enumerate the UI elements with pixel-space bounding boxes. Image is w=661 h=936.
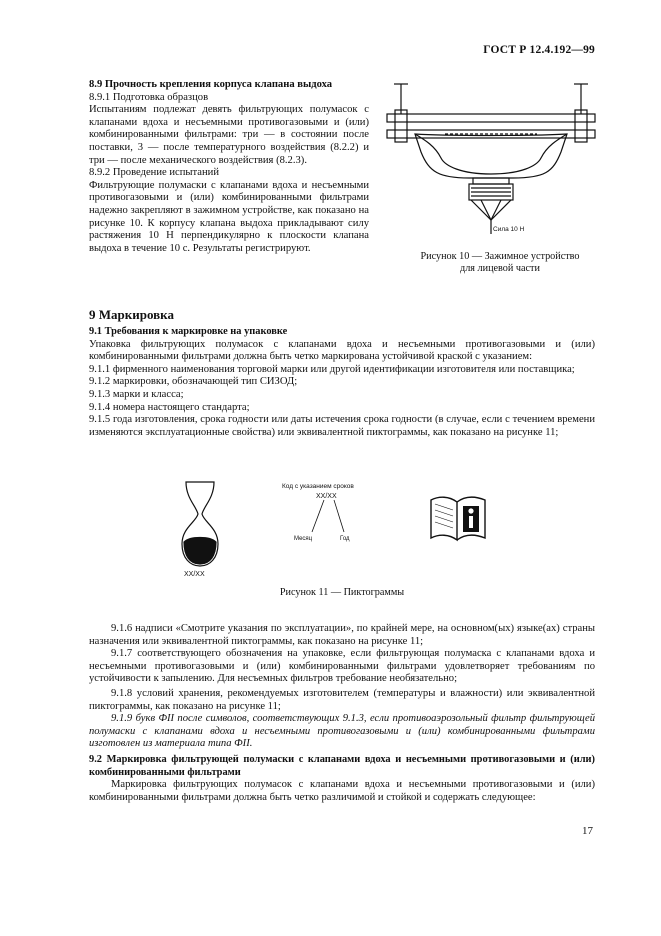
- section-8-9: [89, 79, 369, 255]
- hourglass-pictogram: [170, 478, 230, 578]
- figure-11-caption: Рисунок 11 — Пиктограммы: [279, 587, 405, 598]
- item-9-1-4: 9.1.4 номера настоящего стандарта;: [89, 401, 250, 413]
- figure-10-caption-line2: для лицевой части: [460, 263, 540, 275]
- item-9-1-1: 9.1.1 фирменного наименования торговой марки или другой идентификации изготовителя или поставщика;: [89, 363, 575, 375]
- year-label: Год: [340, 536, 350, 542]
- section-8-9-title: 8.9 Прочность крепления корпуса клапана выдоха: [89, 79, 333, 90]
- section-9-1-title: 9.1 Требования к маркировке на упаковке: [89, 326, 288, 337]
- figure-10-caption: [385, 251, 615, 276]
- item-9-1-8: 9.1.8 условий хранения, рекомендуемых изготовителем (температуры и влажности) или эквивалентной пиктограммы, как показано на рисунке 11;: [89, 687, 595, 712]
- item-9-1-7: 9.1.7 соответствующего обозначения на упаковке, если фильтрующая полумаска с клапанами вдоха и несъемными противогазовыми и (или) комбинированными фильтрами удовлетворяет требованиям по устойчивости к запылению. Для несъемных фильтров требование необязательно;: [89, 648, 595, 685]
- section-9-1-cont: [89, 623, 595, 804]
- expiry-code-title: Код с указанием сроков: [282, 483, 354, 490]
- page-number: 17: [582, 825, 593, 837]
- month-label: Месяц: [294, 536, 313, 542]
- section-9-1: [89, 326, 595, 439]
- paragraph-8-9-2: Фильтрующие полумаски с клапанами вдоха и несъемными противогазовыми и (или) комбинированными фильтрами надежно закрепляют в зажимном устройстве, как показано на рисунке 10. К корпусу клапана выдоха прикладывают силу растяжения 10 Н перпендикулярно к плоскости клапана выдоха в течение 10 с. Результаты регистрируют.: [89, 179, 369, 254]
- item-9-1-2: 9.1.2 маркировки, обозначающей тип СИЗОД;: [89, 376, 298, 388]
- clamping-device-figure: [385, 74, 615, 249]
- section-9-title: 9 Маркировка: [89, 307, 174, 322]
- paragraph-9-1-intro: Упаковка фильтрующих полумасок с клапанами вдоха и несъемными противогазовыми и (или) комбинированными фильтрами должна быть четко маркирована устойчивой краской с указанием:: [89, 338, 595, 363]
- info-book-icon: [427, 494, 489, 544]
- figure-10-caption-line1: Рисунок 10 — Зажимное устройство: [420, 251, 580, 262]
- item-9-1-9: 9.1.9 букв ФII после символов, соответствующих 9.1.3, если противоаэрозольный фильтр фильтрующей полумаски с клапанами вдоха и несъемными противогазовыми и (или) комбинированными фильтрами изготовлен из материала типа ФII.: [89, 713, 595, 750]
- force-label: Сила 10 Н: [493, 226, 525, 233]
- expiry-code-pictogram: [272, 480, 392, 550]
- paragraph-9-2: Маркировка фильтрующих полумасок с клапанами вдоха и несъемными противогазовыми и (или) комбинированными фильтрами должна быть четко различимой и стойкой и содержать следующее:: [89, 779, 595, 803]
- item-9-1-3: 9.1.3 марки и класса;: [89, 388, 184, 400]
- item-9-1-5: 9.1.5 года изготовления, срока годности или даты истечения срока годности (в случае, если с течением времени изменяются эксплуатационные свойства) или эквивалентной пиктограммы, как показано на рисунке 11;: [89, 414, 595, 438]
- subsection-8-9-2: 8.9.2 Проведение испытаний: [89, 167, 219, 179]
- document-header: ГОСТ Р 12.4.192—99: [483, 44, 595, 56]
- item-9-1-6: 9.1.6 надписи «Смотрите указания по эксплуатации», по крайней мере, на основном(ых) языке(ах) страны назначения или эквивалентной пиктограммы, как показано на рисунке 11;: [89, 623, 595, 647]
- hourglass-label: XX/XX: [184, 571, 205, 578]
- expiry-code-value: XX/XX: [316, 493, 337, 500]
- section-9-2-title: 9.2 Маркировка фильтрующей полумаски с клапанами вдоха и несъемными противогазовыми и (или) комбинированными фильтрами: [89, 753, 595, 778]
- subsection-8-9-1: 8.9.1 Подготовка образцов: [89, 91, 209, 103]
- paragraph-8-9-1: Испытаниям подлежат девять фильтрующих полумасок с клапанами вдоха и несъемными противогазовыми и (или) комбинированными фильтрами: три — в состоянии после поставки, 3 — после температурного воздействия (8.2.2) и три — после механического воздействия (8.2.3).: [89, 104, 369, 166]
